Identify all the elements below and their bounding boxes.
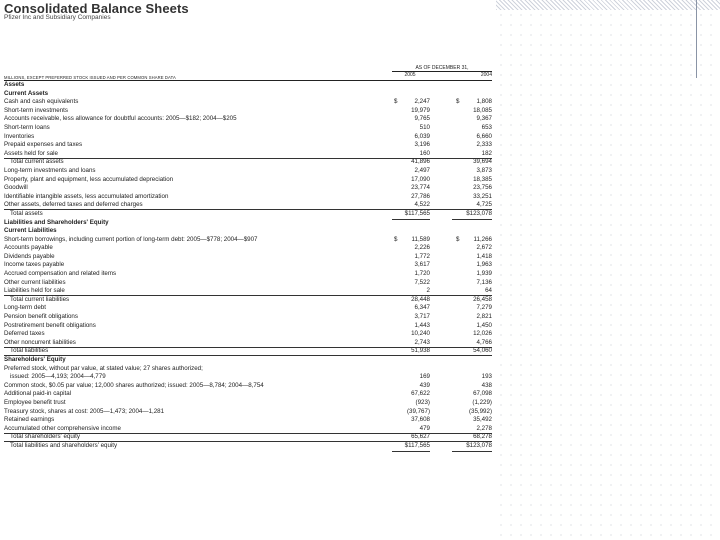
value-2005: 6,039 <box>414 132 430 140</box>
value-2005: 1,443 <box>414 321 430 329</box>
row-label: Total liabilities and shareholders' equity <box>10 441 118 449</box>
row-label: Identifiable intangible assets, less accumulated amortization <box>4 192 169 200</box>
table-row <box>4 115 492 124</box>
page-subtitle: Pfizer Inc and Subsidiary Companies <box>4 14 111 21</box>
table-row <box>4 253 492 262</box>
table-row <box>4 176 492 185</box>
table-row <box>4 158 492 167</box>
row-label: Short-term loans <box>4 123 50 131</box>
currency-sign-2004: $ <box>456 235 460 243</box>
value-2005: 4,522 <box>414 201 430 209</box>
row-label: Property, plant and equipment, less accumulated depreciation <box>4 175 174 183</box>
row-label: Total assets <box>10 209 43 217</box>
table-body <box>4 81 492 451</box>
units-note: MILLIONS, EXCEPT PREFERRED STOCK ISSUED AND PER COMMON SHARE DATA <box>4 75 176 80</box>
value-2004: 1,939 <box>476 270 492 278</box>
value-2004: 6,660 <box>476 132 492 140</box>
row-label: Assets <box>4 81 25 88</box>
value-2004: 12,026 <box>473 330 492 338</box>
row-label: Short-term borrowings, including current portion of long-term debt: 2005—$778; 2004—$907 <box>4 235 258 243</box>
decorative-hatch <box>496 0 720 10</box>
value-2005: 65,627 <box>411 433 430 441</box>
row-label: Goodwill <box>4 184 28 192</box>
currency-sign-2005: $ <box>394 98 398 106</box>
value-2004: 7,279 <box>476 304 492 312</box>
value-2005: 9,765 <box>414 115 430 123</box>
row-label: Total current assets <box>10 158 64 166</box>
row-label: Income taxes payable <box>4 261 65 269</box>
table-row <box>4 124 492 133</box>
row-label: Postretirement benefit obligations <box>4 321 96 329</box>
value-2005: 3,717 <box>414 313 430 321</box>
table-row <box>4 382 492 391</box>
row-label: Assets held for sale <box>4 149 58 157</box>
row-label: Preferred stock, without par value, at stated value; 27 shares authorized; <box>4 364 203 372</box>
value-2004: 23,756 <box>473 184 492 192</box>
table-row <box>4 296 492 305</box>
row-label: Common stock, $0.05 par value; 12,000 shares authorized; issued: 2005—8,784; 2004—8,754 <box>4 381 264 389</box>
table-row <box>4 365 492 374</box>
row-label: Total liabilities <box>10 347 49 355</box>
table-row <box>4 279 492 288</box>
currency-sign-2004: $ <box>456 98 460 106</box>
table-row <box>4 141 492 150</box>
value-2004: (1,229) <box>472 398 492 406</box>
table-row <box>4 270 492 279</box>
table-row <box>4 244 492 253</box>
table-row <box>4 193 492 202</box>
value-2005: 160 <box>419 149 430 157</box>
value-2005: 1,720 <box>414 270 430 278</box>
row-label: Long-term investments and loans <box>4 166 96 174</box>
row-label: Prepaid expenses and taxes <box>4 141 83 149</box>
table-header <box>4 63 492 81</box>
row-label: Shareholders' Equity <box>4 356 66 363</box>
value-2004: $123,078 <box>452 442 492 452</box>
row-label: Current Liabilities <box>4 227 57 235</box>
table-row <box>4 184 492 193</box>
row-label: Treasury stock, shares at cost: 2005—1,473; 2004—1,281 <box>4 407 165 415</box>
value-2005: 17,090 <box>411 175 430 183</box>
value-2005: 37,608 <box>411 416 430 424</box>
value-2005: 67,622 <box>411 390 430 398</box>
value-2004: 68,278 <box>473 433 492 441</box>
value-2005: 28,448 <box>411 295 430 303</box>
value-2005: 3,196 <box>414 141 430 149</box>
row-label: Accounts payable <box>4 244 53 252</box>
row-label: Additional paid-in capital <box>4 390 72 398</box>
value-2005: 2,743 <box>414 338 430 346</box>
value-2005: 23,774 <box>411 184 430 192</box>
row-label: Other noncurrent liabilities <box>4 338 76 346</box>
page-title: Consolidated Balance Sheets <box>4 1 189 16</box>
value-2004: 4,766 <box>476 338 492 346</box>
row-label: Employee benefit trust <box>4 398 66 406</box>
table-row <box>4 236 492 245</box>
table-row <box>4 133 492 142</box>
table-row <box>4 81 492 90</box>
row-label: Accounts receivable, less allowance for doubtful accounts: 2005—$182; 2004—$205 <box>4 115 237 123</box>
value-2004: 7,136 <box>476 278 492 286</box>
table-row <box>4 347 492 356</box>
as-of-label: AS OF DECEMBER 31, <box>392 65 492 72</box>
row-label: Other assets, deferred taxes and deferred charges <box>4 201 143 209</box>
value-2005: $117,565 <box>392 442 430 452</box>
table-row <box>4 433 492 442</box>
value-2005: 6,347 <box>414 304 430 312</box>
decorative-vertical-line <box>696 0 697 78</box>
value-2004: 3,873 <box>476 166 492 174</box>
value-2005: 2,226 <box>414 244 430 252</box>
table-row <box>4 322 492 331</box>
value-2005: 3,617 <box>414 261 430 269</box>
table-row <box>4 313 492 322</box>
table-row <box>4 330 492 339</box>
row-label: Long-term debt <box>4 304 46 312</box>
row-label: Current Assets <box>4 89 49 97</box>
value-2004: 39,694 <box>473 158 492 166</box>
value-2004: 1,963 <box>476 261 492 269</box>
table-row <box>4 150 492 159</box>
row-label: Accrued compensation and related items <box>4 270 117 278</box>
value-2005: 2 <box>426 287 430 295</box>
year-2004-header: 2004 <box>480 72 492 78</box>
value-2004: 438 <box>481 381 492 389</box>
value-2005: 51,938 <box>411 347 430 355</box>
value-2004: 18,085 <box>473 106 492 114</box>
table-row <box>4 416 492 425</box>
table-row <box>4 261 492 270</box>
row-label: Retained earnings <box>4 416 55 424</box>
table-row <box>4 98 492 107</box>
table-row <box>4 287 492 296</box>
value-2005: 169 <box>419 373 430 381</box>
value-2005: 439 <box>419 381 430 389</box>
value-2004: 35,492 <box>473 416 492 424</box>
table-row <box>4 373 492 382</box>
value-2004: 653 <box>481 123 492 131</box>
value-2004: (35,992) <box>468 407 492 415</box>
value-2004: 64 <box>485 287 492 295</box>
table-row <box>4 227 492 236</box>
table-row <box>4 90 492 99</box>
value-2004: 1,418 <box>476 252 492 260</box>
value-2005: 41,896 <box>411 158 430 166</box>
value-2005: 10,240 <box>411 330 430 338</box>
value-2005: (923) <box>415 398 430 406</box>
value-2005: 27,786 <box>411 192 430 200</box>
row-label: Total shareholders' equity <box>10 433 80 441</box>
table-row <box>4 339 492 348</box>
value-2004: 1,808 <box>476 98 492 106</box>
row-label: Other current liabilities <box>4 278 66 286</box>
row-label: Liabilities and Shareholders' Equity <box>4 218 109 226</box>
row-label: Total current liabilities <box>10 295 70 303</box>
value-2005: 7,522 <box>414 278 430 286</box>
value-2004: $123,078 <box>452 210 492 220</box>
value-2004: 26,458 <box>473 295 492 303</box>
value-2005: 479 <box>419 424 430 432</box>
row-label: issued: 2005—4,193; 2004—4,779 <box>10 373 106 381</box>
value-2005: 510 <box>419 123 430 131</box>
row-label: Liabilities held for sale <box>4 287 65 295</box>
row-label: Deferred taxes <box>4 330 45 338</box>
table-row <box>4 107 492 116</box>
row-label: Cash and cash equivalents <box>4 98 79 106</box>
value-2004: 1,450 <box>476 321 492 329</box>
value-2004: 2,821 <box>476 313 492 321</box>
value-2005: 2,247 <box>414 98 430 106</box>
decorative-dot-grid <box>496 10 720 540</box>
table-row <box>4 356 492 365</box>
value-2004: 9,367 <box>476 115 492 123</box>
currency-sign-2005: $ <box>394 235 398 243</box>
value-2005: $117,565 <box>392 210 430 220</box>
value-2005: 11,589 <box>411 235 430 243</box>
value-2004: 54,060 <box>473 347 492 355</box>
value-2004: 18,385 <box>473 175 492 183</box>
table-row <box>4 201 492 210</box>
value-2004: 33,251 <box>473 192 492 200</box>
value-2004: 67,098 <box>473 390 492 398</box>
row-label: Pension benefit obligations <box>4 313 78 321</box>
balance-sheet-table <box>4 63 492 451</box>
value-2004: 4,725 <box>476 201 492 209</box>
table-row <box>4 219 492 228</box>
value-2005: 19,979 <box>411 106 430 114</box>
value-2005: (39,767) <box>406 407 430 415</box>
value-2005: 1,772 <box>414 252 430 260</box>
value-2004: 182 <box>481 149 492 157</box>
row-label: Accumulated other comprehensive income <box>4 424 121 432</box>
value-2004: 2,333 <box>476 141 492 149</box>
table-row <box>4 399 492 408</box>
row-label: Inventories <box>4 132 35 140</box>
table-row <box>4 425 492 434</box>
value-2004: 11,266 <box>473 235 492 243</box>
table-row <box>4 408 492 417</box>
table-row <box>4 390 492 399</box>
value-2004: 2,278 <box>476 424 492 432</box>
value-2005: 2,497 <box>414 166 430 174</box>
table-row <box>4 304 492 313</box>
table-row <box>4 210 492 219</box>
value-2004: 2,672 <box>476 244 492 252</box>
row-label: Short-term investments <box>4 106 68 114</box>
table-row <box>4 167 492 176</box>
row-label: Dividends payable <box>4 252 55 260</box>
year-2005-header: 2005 <box>404 72 416 78</box>
value-2004: 193 <box>481 373 492 381</box>
table-row <box>4 442 492 451</box>
